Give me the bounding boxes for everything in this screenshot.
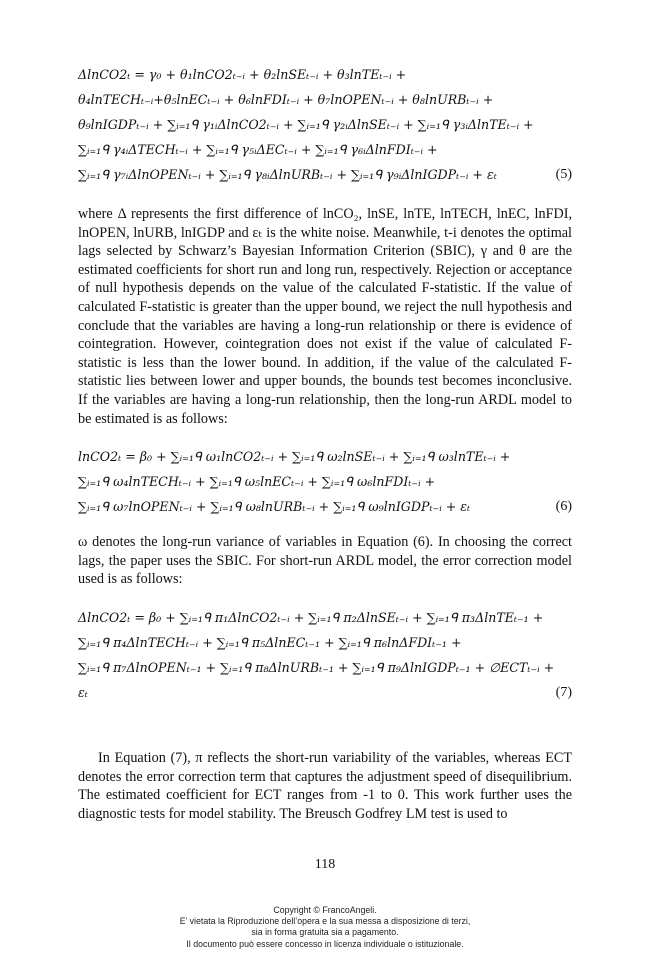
equation-6 [78,444,572,519]
page-body [78,62,572,823]
footer-line: sia in forma gratuita sia a pagamento. [251,927,399,938]
equation-line: ΔlnCO2ₜ = β₀ + ∑ᵢ₌₁ᑫ π₁ΔlnCO2ₜ₋ᵢ + ∑ᵢ₌₁ᑫ π₂ΔlnSEₜ₋ᵢ + ∑ᵢ₌₁ᑫ π₃ΔlnTEₜ₋₁ + [78,609,544,625]
page-number: 118 [314,857,336,872]
equation-5 [78,62,572,187]
footer-line: Copyright © FrancoAngeli. [273,905,377,915]
body-paragraph: ω denotes the long-run variance of variables in Equation (6). In choosing the correct lags, the paper uses the SBIC. For short-run ARDL model, the error correction model used is as follows: [78,534,572,588]
footer-line: E’ vietata la Riproduzione dell’opera e la sua messa a disposizione di terzi, [179,916,471,927]
equation-line: ∑ᵢ₌₁ᑫ ω₄lnTECHₜ₋ᵢ + ∑ᵢ₌₁ᑫ ω₅lnECₜ₋ᵢ + ∑ᵢ₌₁ᑫ ω₆lnFDIₜ₋ᵢ + [78,474,436,490]
body-paragraph: In Equation (7), π reflects the short-run variability of the variables, whereas ECT denotes the error correction term that captures the adjustment speed of disequilibrium. The estimated coefficient for ECT ranges from -1 to 0. This work further uses the diagnostic tests for model stability. The Breusch Godfrey LM test is used to [78,749,572,822]
equation-line: ∑ᵢ₌₁ᑫ γ₇ᵢΔlnOPENₜ₋ᵢ + ∑ᵢ₌₁ᑫ γ₈ᵢΔlnURBₜ₋ᵢ + ∑ᵢ₌₁ᑫ γ₉ᵢΔlnIGDPₜ₋ᵢ + εₜ [78,167,497,182]
equation-line: θ₉lnIGDPₜ₋ᵢ + ∑ᵢ₌₁ᑫ γ₁ᵢΔlnCO2ₜ₋ᵢ + ∑ᵢ₌₁ᑫ γ₂ᵢΔlnSEₜ₋ᵢ + ∑ᵢ₌₁ᑫ γ₃ᵢΔlnTEₜ₋ᵢ + [78,117,534,132]
equation-number: (5) [555,167,572,182]
equation-line: lnCO2ₜ = β₀ + ∑ᵢ₌₁ᑫ ω₁lnCO2ₜ₋ᵢ + ∑ᵢ₌₁ᑫ ω₂lnSEₜ₋ᵢ + ∑ᵢ₌₁ᑫ ω₃lnTEₜ₋ᵢ + [78,449,511,465]
equation-number: (7) [555,684,572,700]
equation-line: ∑ᵢ₌₁ᑫ γ₄ᵢΔTECHₜ₋ᵢ + ∑ᵢ₌₁ᑫ γ₅ᵢΔECₜ₋ᵢ + ∑ᵢ₌₁ᑫ γ₆ᵢΔlnFDIₜ₋ᵢ + [78,142,438,157]
equation-line: ∑ᵢ₌₁ᑫ π₇ΔlnOPENₜ₋₁ + ∑ᵢ₌₁ᑫ π₈ΔlnURBₜ₋₁ + ∑ᵢ₌₁ᑫ π₉ΔlnIGDPₜ₋₁ + ∅ECTₜ₋ᵢ + [78,659,555,675]
copyright-footer [0,905,650,950]
equation-7 [78,605,572,705]
equation-line: ∑ᵢ₌₁ᑫ π₄ΔlnTECHₜ₋ᵢ + ∑ᵢ₌₁ᑫ π₅ΔlnECₜ₋₁ + ∑ᵢ₌₁ᑫ π₆lnΔFDIₜ₋₁ + [78,634,462,650]
equation-line: θ₄lnTECHₜ₋ᵢ+θ₅lnECₜ₋ᵢ + θ₆lnFDIₜ₋ᵢ + θ₇lnOPENₜ₋ᵢ + θ₈lnURBₜ₋ᵢ + [78,92,494,107]
equation-line: εₜ [78,684,88,700]
equation-line: ΔlnCO2ₜ = γ₀ + θ₁lnCO2ₜ₋ᵢ + θ₂lnSEₜ₋ᵢ + θ₃lnTEₜ₋ᵢ + [78,67,407,82]
footer-line: Il documento può essere concesso in licenza individuale o istituzionale. [186,938,464,949]
equation-line: ∑ᵢ₌₁ᑫ ω₇lnOPENₜ₋ᵢ + ∑ᵢ₌₁ᑫ ω₈lnURBₜ₋ᵢ + ∑ᵢ₌₁ᑫ ω₉lnIGDPₜ₋ᵢ + εₜ [78,499,471,515]
body-paragraph: where Δ represents the first difference of lnCO₂, lnSE, lnTE, lnTECH, lnEC, lnFDI, lnOPEN, lnURB, lnIGDP and εₜ is the white noise. Meanwhile, t-i denotes the optimal lags selected by Schwarz’s Bayesian Information Criterion (SBIC), γ and θ are the estimated coefficients for short run and long run, respectively. Rejection or acceptance of null hypothesis depends on the value of the calculated F-statistic. If the value of calculated F-statistic is greater than the upper bound, we reject the null hypothesis and conclude that the variables are having a long-run relationship or there is evidence of cointegration. However, cointegration does not exist if the value of calculated F-statistic is less than the lower bound. In addition, if the value of the calculated F-statistic lies between lower and upper bounds, the bounds test becomes inconclusive. If the variables are having a long-run relationship, then the long-run ARDL model to be estimated is as follows: [78,206,572,427]
equation-number: (6) [555,499,572,515]
